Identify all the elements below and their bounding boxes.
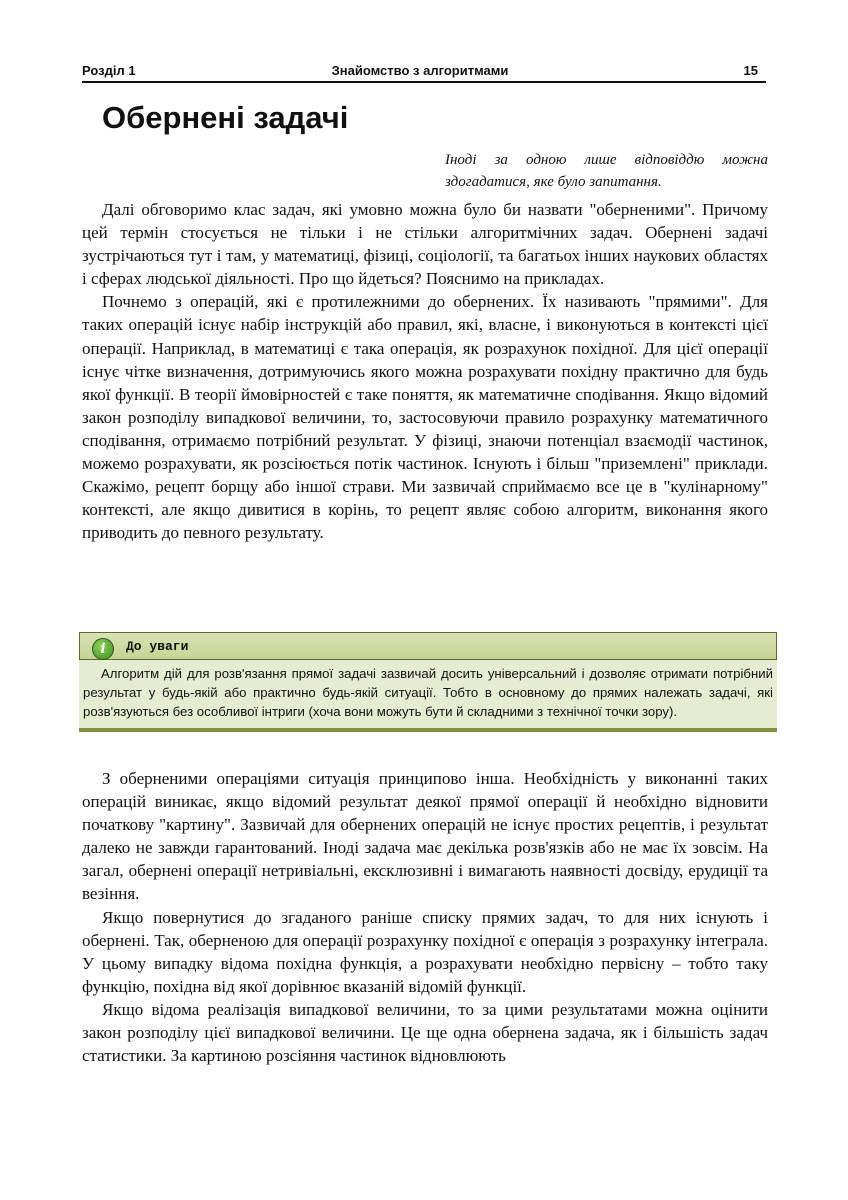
body-text-after-note (82, 767, 768, 1067)
note-text: Алгоритм дій для розв'язання прямої задачі зазвичай досить універсальний і дозволяє отримати потрібний результат у будь-якій або практично будь-якій ситуації. Тобто в основному до прямих належать задачі, які розв'язуються без особливої інтриги (хоча вони можуть бути й складними з технічної точки зору). (79, 660, 777, 732)
paragraph: Далі обговоримо клас задач, які умовно можна було би назвати "оберненими". Причому цей термін стосується не тільки і не стільки алгоритмічних задач. Обернені задачі зустрічаються тут і там, у математиці, фізиці, соціології, та багатьох інших наукових областях і сферах людської діяльності. Про що йдеться? Пояснимо на прикладах. (82, 200, 768, 289)
paragraph: Почнемо з операцій, які є протилежними до обернених. Їх називають "прямими". Для таких операцій існує набір інструкцій або правил, які, власне, і виконуються в контексті цієї операції. Наприклад, в математиці є така операція, як розрахунок похідної. Для цієї операції існує чітке визначення, дотримуючись якого можна розрахувати похідну практично для будь якої функції. В теорії ймовірностей є таке поняття, як математичне сподівання. Якщо відомий закон розподілу випадкової величини, то, застосовуючи правило розрахунку математичного сподівання, отримаємо потрібний результат. У фізиці, знаючи потенціал взаємодії частинок, можемо розрахувати, як розсіюється потік частинок. Існують і більш "приземлені" приклади. Скажімо, рецепт борщу або іншої страви. Ми зазвичай сприймаємо все це в "кулінарному" контексті, але якщо дивитися в корінь, то рецепт являє собою алгоритм, виконання якого приводить до певного результату. (82, 292, 768, 543)
header-rule (82, 81, 766, 83)
chapter-title: Знайомство з алгоритмами (331, 63, 509, 78)
note-title: До уваги (126, 639, 189, 654)
info-icon: i (92, 638, 114, 660)
chapter-label: Розділ 1 (82, 63, 136, 78)
paragraph: Якщо відома реалізація випадкової величини, то за цими результатами можна оцінити закон розподілу цієї випадкової величини. Це ще одна обернена задача, як і більшість задач статистики. За картиною розсіяння частинок відновлюють (82, 999, 768, 1066)
running-header (82, 61, 758, 83)
attention-note (79, 632, 777, 732)
paragraph: З оберненими операціями ситуація принципово інша. Необхідність у виконанні таких операцій виникає, якщо відомий результат деякої прямої операції й необхідно відновити початкову "картину". Зазвичай для обернених операцій не існує простих рецептів, і результат далеко не завжди гарантований. Іноді задача має декілька розв'язків або не має їх зовсім. На загал, обернені операції нетривіальні, ексклюзивні і вимагають наявності досвіду, ерудиції та везіння. (82, 769, 768, 904)
epigraph: Іноді за одною лише відповіддю можна здогадатися, яке було запитання. (445, 152, 768, 190)
paragraph: Якщо повернутися до згаданого раніше списку прямих задач, то для них існують і обернені. Так, оберненою для операції розрахунку похідної є операція з розрахунку інтеграла. У цьому випадку відома похідна функція, а розрахувати необхідно первісну – тобто таку функцію, похідна від якої дорівнює вказаній відомій функції. (82, 907, 768, 996)
note-header (79, 632, 777, 660)
body-text-before-note (82, 198, 768, 544)
page-number: 15 (743, 63, 758, 78)
section-title: Обернені задачі (102, 100, 349, 135)
